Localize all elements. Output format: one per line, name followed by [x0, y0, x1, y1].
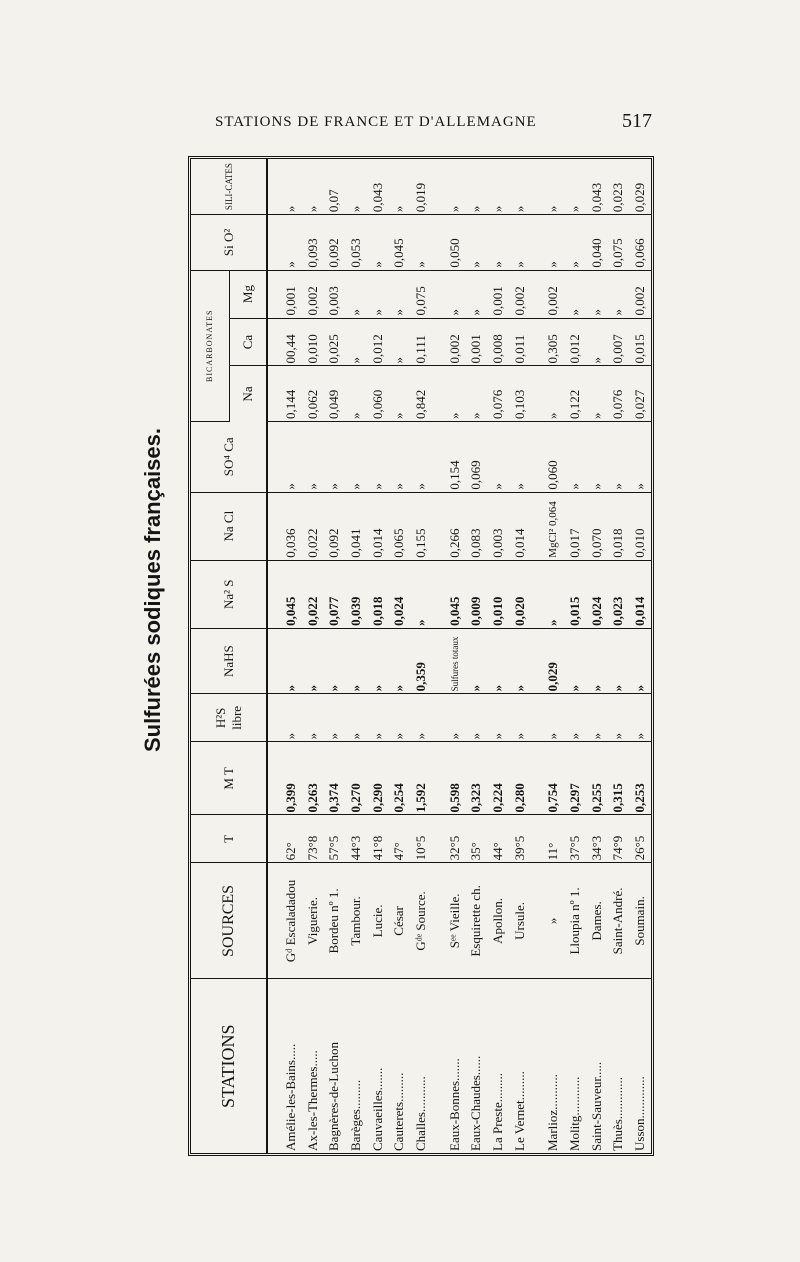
- nacl-value: 0,003: [487, 492, 509, 560]
- table-row: [388, 159, 410, 1153]
- ca-value: »: [586, 318, 608, 366]
- nahs-value: »: [629, 628, 651, 694]
- h2s-libre: »: [444, 694, 466, 742]
- na2s-value: 0,023: [608, 560, 630, 628]
- source-name: Gᵈᵉ Source.: [410, 863, 432, 979]
- mineralisation-total: 1,592: [410, 742, 432, 815]
- station-name: Eaux-Bonnes.......: [446, 1058, 462, 1151]
- col-h2s-label: H²S: [212, 707, 228, 729]
- ca-value: 0,008: [487, 318, 509, 366]
- silicates-value: »: [564, 159, 586, 215]
- source-name: Soumain.: [629, 863, 651, 979]
- sio2-value: 0,040: [586, 215, 608, 271]
- table-frame: [188, 156, 654, 1156]
- na-value: 0,060: [367, 366, 389, 422]
- source-name: César: [388, 863, 410, 979]
- mineralisation-total: 0,374: [323, 742, 345, 815]
- silicates-value: »: [509, 159, 531, 215]
- na-value: »: [543, 366, 565, 422]
- col-libre-label: libre: [228, 705, 244, 730]
- nacl-value: 0,070: [586, 492, 608, 560]
- sio2-value: »: [367, 215, 389, 271]
- mineralisation-total: 0,754: [543, 742, 565, 815]
- h2s-libre: »: [586, 694, 608, 742]
- nacl-value: 0,092: [323, 492, 345, 560]
- temperature: 11°: [543, 815, 565, 863]
- nacl-value: 0,083: [466, 492, 488, 560]
- source-name: Dames.: [586, 863, 608, 979]
- mg-value: »: [586, 270, 608, 318]
- ca-value: 0,002: [444, 318, 466, 366]
- ca-value: 0,305: [543, 318, 565, 366]
- nahs-value: »: [302, 628, 324, 694]
- ca-value: 0,010: [302, 318, 324, 366]
- mineralisation-total: 0,315: [608, 742, 630, 815]
- na2s-value: 0,024: [388, 560, 410, 628]
- nahs-value: 0,359: [410, 628, 432, 694]
- na2s-value: 0,022: [302, 560, 324, 628]
- temperature: 37°5: [564, 815, 586, 863]
- nahs-value: »: [280, 628, 302, 694]
- table-row: [345, 159, 367, 1153]
- mineralisation-total: 0,399: [280, 742, 302, 815]
- sio2-value: »: [543, 215, 565, 271]
- page-header: [0, 110, 800, 138]
- na-value: »: [586, 366, 608, 422]
- source-name: Apollon.: [487, 863, 509, 979]
- temperature: 10°5: [410, 815, 432, 863]
- ca-value: 0,025: [323, 318, 345, 366]
- so4ca-value: »: [302, 421, 324, 492]
- na-value: 0,842: [410, 366, 432, 422]
- h2s-libre: »: [543, 694, 565, 742]
- mineralisation-total: 0,253: [629, 742, 651, 815]
- ca-value: 0,111: [410, 318, 432, 366]
- nahs-value: Sulfures totaux: [444, 628, 466, 694]
- so4ca-value: »: [323, 421, 345, 492]
- silicates-value: »: [302, 159, 324, 215]
- mg-value: »: [345, 270, 367, 318]
- nahs-value: »: [323, 628, 345, 694]
- col-mt: M T: [191, 742, 267, 815]
- na2s-value: 0,045: [280, 560, 302, 628]
- nacl-value: MgCl² 0,064: [543, 492, 565, 560]
- sio2-value: »: [410, 215, 432, 271]
- nacl-value: 0,036: [280, 492, 302, 560]
- sio2-value: 0,045: [388, 215, 410, 271]
- silicates-value: 0,043: [367, 159, 389, 215]
- col-h2s: [191, 694, 267, 742]
- na2s-value: 0,039: [345, 560, 367, 628]
- nacl-value: 0,010: [629, 492, 651, 560]
- station-name: Marlioz...........: [545, 1074, 561, 1151]
- na2s-value: 0,077: [323, 560, 345, 628]
- na-value: 0,122: [564, 366, 586, 422]
- station-name: Cauvaeilles.......: [369, 1067, 385, 1151]
- table-row: [629, 159, 651, 1153]
- source-name: Esquirette ch.: [466, 863, 488, 979]
- station-name: Bagnères-de-Luchon: [326, 1041, 342, 1151]
- na-value: »: [388, 366, 410, 422]
- table-row: [444, 159, 466, 1153]
- na-value: 0,076: [608, 366, 630, 422]
- station-name: La Preste.........: [490, 1073, 506, 1151]
- nahs-value: »: [388, 628, 410, 694]
- h2s-libre: »: [388, 694, 410, 742]
- silicates-value: »: [444, 159, 466, 215]
- temperature: 47°: [388, 815, 410, 863]
- temperature: 34°3: [586, 815, 608, 863]
- na2s-value: 0,045: [444, 560, 466, 628]
- mineralisation-total: 0,323: [466, 742, 488, 815]
- ca-value: 0,001: [466, 318, 488, 366]
- silicates-value: »: [543, 159, 565, 215]
- nahs-value: »: [509, 628, 531, 694]
- rotated-table: [191, 159, 651, 1153]
- mg-value: »: [388, 270, 410, 318]
- nacl-value: 0,266: [444, 492, 466, 560]
- station-name: Thuès.............: [610, 1076, 626, 1151]
- sio2-value: 0,050: [444, 215, 466, 271]
- col-sio2: Si O²: [191, 215, 267, 271]
- nahs-value: »: [345, 628, 367, 694]
- nacl-value: 0,065: [388, 492, 410, 560]
- temperature: 44°3: [345, 815, 367, 863]
- temperature: 57°5: [323, 815, 345, 863]
- caption-text: Sulfurées sodiques françaises.: [140, 427, 165, 753]
- so4ca-value: »: [608, 421, 630, 492]
- mineralisation-total: 0,263: [302, 742, 324, 815]
- so4ca-value: »: [509, 421, 531, 492]
- sio2-value: 0,053: [345, 215, 367, 271]
- temperature: 35°: [466, 815, 488, 863]
- table-row: [410, 159, 432, 1153]
- nacl-value: 0,014: [367, 492, 389, 560]
- mg-value: 0,075: [410, 270, 432, 318]
- sio2-value: 0,093: [302, 215, 324, 271]
- mg-value: 0,002: [543, 270, 565, 318]
- silicates-value: 0,043: [586, 159, 608, 215]
- nahs-value: 0,029: [543, 628, 565, 694]
- station-name: Le Vernet.........: [511, 1071, 527, 1151]
- source-name: Lucie.: [367, 863, 389, 979]
- silicates-value: »: [388, 159, 410, 215]
- station-name: Challes...........: [412, 1076, 428, 1151]
- na2s-value: 0,010: [487, 560, 509, 628]
- page-number: 517: [622, 110, 652, 132]
- sio2-value: 0,092: [323, 215, 345, 271]
- mg-value: 0,003: [323, 270, 345, 318]
- ca-value: »: [345, 318, 367, 366]
- nahs-value: »: [586, 628, 608, 694]
- station-name: Saint-Sauveur.....: [588, 1061, 604, 1151]
- station-name: Barèges.........: [347, 1079, 363, 1151]
- so4ca-value: »: [564, 421, 586, 492]
- h2s-libre: »: [629, 694, 651, 742]
- h2s-libre: »: [345, 694, 367, 742]
- station-name: Eaux-Chaudes......: [468, 1055, 484, 1151]
- sio2-value: »: [564, 215, 586, 271]
- na2s-value: 0,020: [509, 560, 531, 628]
- station-name: Ax-les-Thermes.....: [304, 1050, 320, 1151]
- ca-value: 00,44: [280, 318, 302, 366]
- col-bicarbonates: BICARBONATES: [191, 270, 229, 421]
- temperature: 74°9: [608, 815, 630, 863]
- mg-value: 0,002: [302, 270, 324, 318]
- mineralisation-total: 0,280: [509, 742, 531, 815]
- ca-value: 0,007: [608, 318, 630, 366]
- na2s-value: »: [410, 560, 432, 628]
- mg-value: »: [466, 270, 488, 318]
- col-silicates: SILI-CATES: [191, 159, 267, 215]
- col-stations: STATIONS: [191, 979, 267, 1153]
- mineralisation-total: 0,290: [367, 742, 389, 815]
- h2s-libre: »: [280, 694, 302, 742]
- table-row: [487, 159, 509, 1153]
- na-value: 0,027: [629, 366, 651, 422]
- mg-value: »: [444, 270, 466, 318]
- nacl-value: 0,017: [564, 492, 586, 560]
- ca-value: 0,015: [629, 318, 651, 366]
- table-row: [302, 159, 324, 1153]
- na-value: 0,062: [302, 366, 324, 422]
- station-name: Cauterets.........: [391, 1072, 407, 1151]
- table-row: [367, 159, 389, 1153]
- silicates-value: 0,023: [608, 159, 630, 215]
- nahs-value: »: [487, 628, 509, 694]
- sio2-value: »: [487, 215, 509, 271]
- nacl-value: 0,041: [345, 492, 367, 560]
- silicates-value: 0,029: [629, 159, 651, 215]
- ca-value: 0,011: [509, 318, 531, 366]
- h2s-libre: »: [323, 694, 345, 742]
- mineralisation-total: 0,224: [487, 742, 509, 815]
- mineralisation-total: 0,254: [388, 742, 410, 815]
- mg-value: »: [564, 270, 586, 318]
- na2s-value: 0,015: [564, 560, 586, 628]
- silicates-value: 0,07: [323, 159, 345, 215]
- so4ca-value: »: [586, 421, 608, 492]
- table-caption: [133, 420, 173, 760]
- na2s-value: 0,024: [586, 560, 608, 628]
- table-row: [509, 159, 531, 1153]
- nahs-value: »: [564, 628, 586, 694]
- mineralisation-total: 0,297: [564, 742, 586, 815]
- temperature: 44°: [487, 815, 509, 863]
- temperature: 32°5: [444, 815, 466, 863]
- mg-value: 0,002: [509, 270, 531, 318]
- h2s-libre: »: [367, 694, 389, 742]
- silicates-value: »: [345, 159, 367, 215]
- mg-value: »: [367, 270, 389, 318]
- mg-value: 0,002: [629, 270, 651, 318]
- silicates-value: »: [466, 159, 488, 215]
- source-name: Sᵉᵉ Vieille.: [444, 863, 466, 979]
- h2s-libre: »: [608, 694, 630, 742]
- na-value: 0,076: [487, 366, 509, 422]
- sio2-value: »: [509, 215, 531, 271]
- source-name: Saint-André.: [608, 863, 630, 979]
- mineralisation-total: 0,270: [345, 742, 367, 815]
- running-title: STATIONS DE FRANCE ET D'ALLEMAGNE: [215, 114, 537, 130]
- ca-value: 0,012: [367, 318, 389, 366]
- so4ca-value: 0,060: [543, 421, 565, 492]
- so4ca-value: »: [280, 421, 302, 492]
- sulfurees-table: [191, 159, 651, 1153]
- h2s-libre: »: [487, 694, 509, 742]
- station-name: Molitg............: [567, 1076, 583, 1151]
- mineralisation-total: 0,255: [586, 742, 608, 815]
- silicates-value: »: [280, 159, 302, 215]
- so4ca-value: »: [410, 421, 432, 492]
- table-row: [564, 159, 586, 1153]
- ca-value: »: [388, 318, 410, 366]
- source-name: Ursule.: [509, 863, 531, 979]
- source-name: »: [543, 863, 565, 979]
- table-row: [608, 159, 630, 1153]
- table-row: [466, 159, 488, 1153]
- mg-value: »: [608, 270, 630, 318]
- col-na: Na: [229, 366, 267, 422]
- na-value: »: [466, 366, 488, 422]
- so4ca-value: »: [487, 421, 509, 492]
- source-name: Tambour.: [345, 863, 367, 979]
- na2s-value: 0,009: [466, 560, 488, 628]
- source-name: Lloupia nº 1.: [564, 863, 586, 979]
- h2s-libre: »: [509, 694, 531, 742]
- temperature: 26°5: [629, 815, 651, 863]
- sio2-value: »: [466, 215, 488, 271]
- nacl-value: 0,014: [509, 492, 531, 560]
- table-row: [280, 159, 302, 1153]
- station-name: Usson.............: [632, 1076, 648, 1151]
- na-value: 0,144: [280, 366, 302, 422]
- nahs-value: »: [367, 628, 389, 694]
- so4ca-value: »: [345, 421, 367, 492]
- so4ca-value: »: [367, 421, 389, 492]
- temperature: 73°8: [302, 815, 324, 863]
- mg-value: 0,001: [487, 270, 509, 318]
- mg-value: 0,001: [280, 270, 302, 318]
- source-name: Bordeu nº 1.: [323, 863, 345, 979]
- table-row: [586, 159, 608, 1153]
- col-sources: SOURCES: [191, 863, 267, 979]
- silicates-value: »: [487, 159, 509, 215]
- nacl-value: 0,155: [410, 492, 432, 560]
- sio2-value: 0,066: [629, 215, 651, 271]
- col-so4ca: SO⁴ Ca: [191, 421, 267, 492]
- nahs-value: »: [608, 628, 630, 694]
- col-ca: Ca: [229, 318, 267, 366]
- nacl-value: 0,022: [302, 492, 324, 560]
- so4ca-value: 0,069: [466, 421, 488, 492]
- h2s-libre: »: [466, 694, 488, 742]
- so4ca-value: 0,154: [444, 421, 466, 492]
- col-na2s: Na² S: [191, 560, 267, 628]
- na-value: »: [345, 366, 367, 422]
- temperature: 41°8: [367, 815, 389, 863]
- so4ca-value: »: [629, 421, 651, 492]
- na-value: 0,049: [323, 366, 345, 422]
- na2s-value: 0,014: [629, 560, 651, 628]
- h2s-libre: »: [302, 694, 324, 742]
- nacl-value: 0,018: [608, 492, 630, 560]
- na2s-value: 0,018: [367, 560, 389, 628]
- so4ca-value: »: [388, 421, 410, 492]
- col-t: T: [191, 815, 267, 863]
- na2s-value: »: [543, 560, 565, 628]
- source-name: Viguerie.: [302, 863, 324, 979]
- temperature: 39°5: [509, 815, 531, 863]
- na-value: »: [444, 366, 466, 422]
- nahs-value: »: [466, 628, 488, 694]
- h2s-libre: »: [564, 694, 586, 742]
- table-row: [323, 159, 345, 1153]
- sio2-value: »: [280, 215, 302, 271]
- col-mg: Mg: [229, 270, 267, 318]
- sio2-value: 0,075: [608, 215, 630, 271]
- h2s-libre: »: [410, 694, 432, 742]
- station-name: Amélie-les-Bains.....: [282, 1043, 298, 1151]
- col-nacl: Na Cl: [191, 492, 267, 560]
- table-row: [543, 159, 565, 1153]
- col-nahs: NaHS: [191, 628, 267, 694]
- mineralisation-total: 0,598: [444, 742, 466, 815]
- source-name: Gᵈ Escaladadou: [280, 863, 302, 979]
- na-value: 0,103: [509, 366, 531, 422]
- temperature: 62°: [280, 815, 302, 863]
- silicates-value: 0,019: [410, 159, 432, 215]
- ca-value: 0,012: [564, 318, 586, 366]
